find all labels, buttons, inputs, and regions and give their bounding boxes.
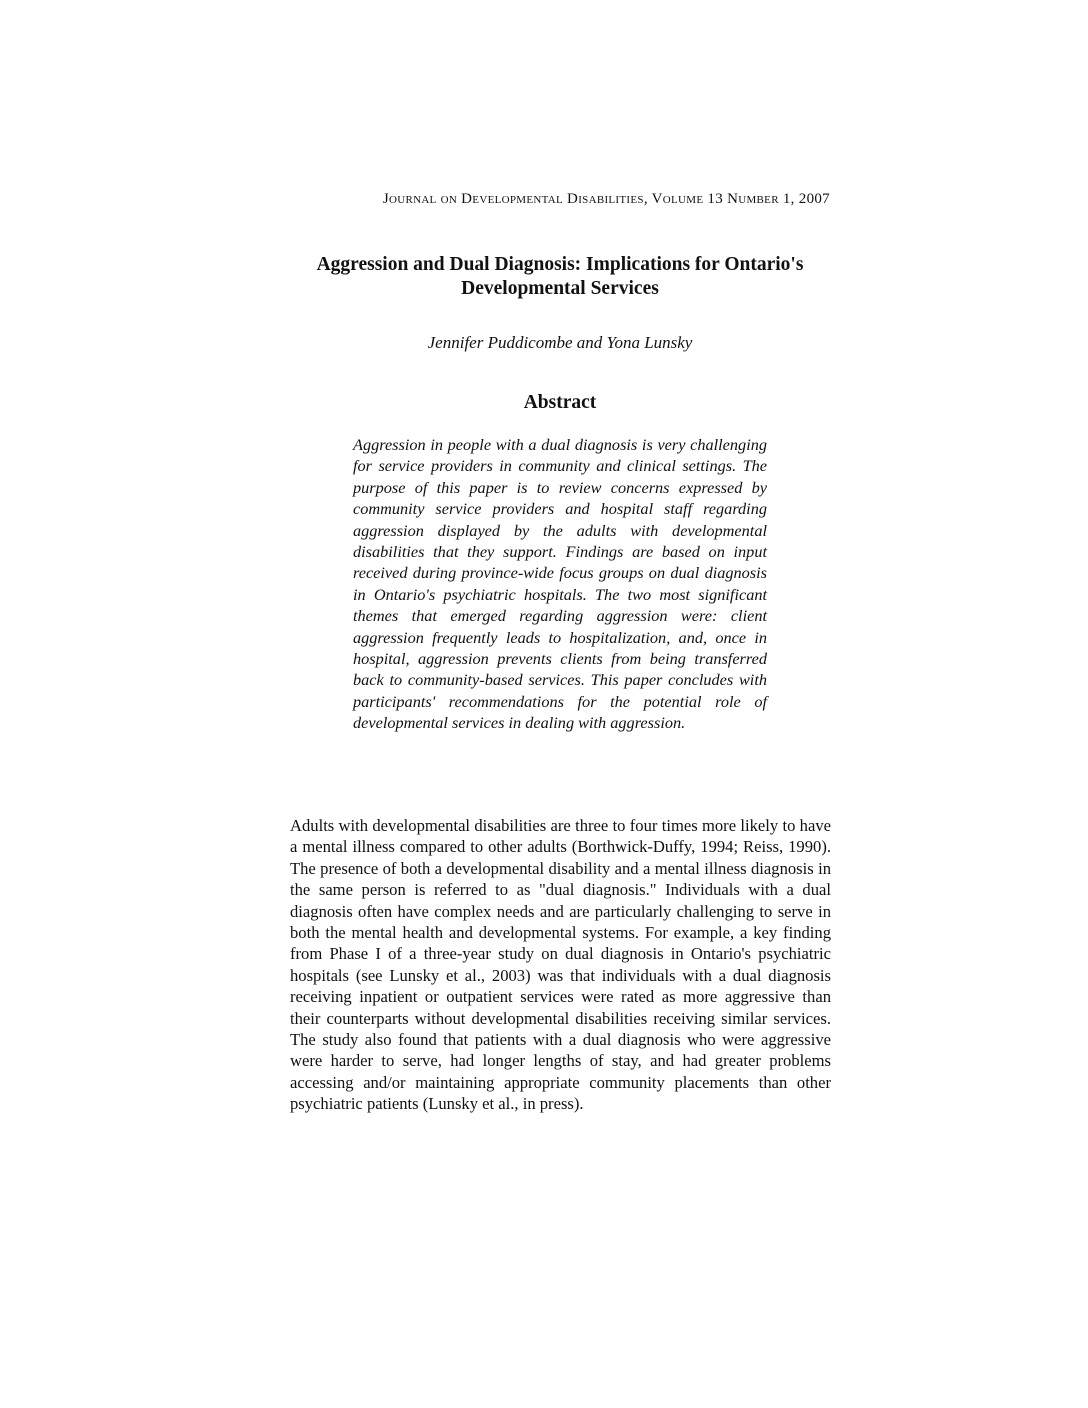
title-line-2: Developmental Services bbox=[461, 278, 659, 299]
title-line-1: Aggression and Dual Diagnosis: Implications for Ontario's bbox=[316, 254, 804, 275]
author-line: Jennifer Puddicombe and Yona Lunsky bbox=[427, 333, 693, 352]
body-paragraph: Adults with developmental disabilities are three to four times more likely to have a mental illness compared to other adults (Borthwick-Duffy, 1994; Reiss, 1990). The presence of both a developmental disability and a mental illness diagnosis in the same person is referred to as "dual diagnosis." Individuals with a dual diagnosis often have complex needs and are particularly challenging to serve in both the mental health and developmental systems. For example, a key finding from Phase I of a three-year study on dual diagnosis in Ontario's psychiatric hospitals (see Lunsky et al., 2003) was that individuals with a dual diagnosis receiving inpatient or outpatient services were rated as more aggressive than their counterparts without developmental disabilities receiving similar services. The study also found that patients with a dual diagnosis who were aggressive were harder to serve, had longer lengths of stay, and had greater problems accessing and/or maintaining appropriate community placements than other psychiatric patients (Lunsky et al., in press). bbox=[290, 816, 831, 1114]
abstract-heading: Abstract bbox=[523, 392, 597, 413]
running-header: Journal on Developmental Disabilities, Volume 13 Number 1, 2007 bbox=[382, 191, 830, 207]
abstract-text: Aggression in people with a dual diagnosis is very challenging for service providers in community and clinical settings. The purpose of this paper is to review concerns expressed by community service providers and hospital staff regarding aggression displayed by the adults with developmental disabilities that they support. Findings are based on input received during province-wide focus groups on dual diagnosis in Ontario's psychiatric hospitals. The two most significant themes that emerged regarding aggression were: client aggression frequently leads to hospitalization, and, once in hospital, aggression prevents clients from being transferred back to community-based services. This paper concludes with participants' recommendations for the potential role of developmental services in dealing with aggression. bbox=[353, 435, 767, 733]
article-title bbox=[260, 253, 860, 301]
